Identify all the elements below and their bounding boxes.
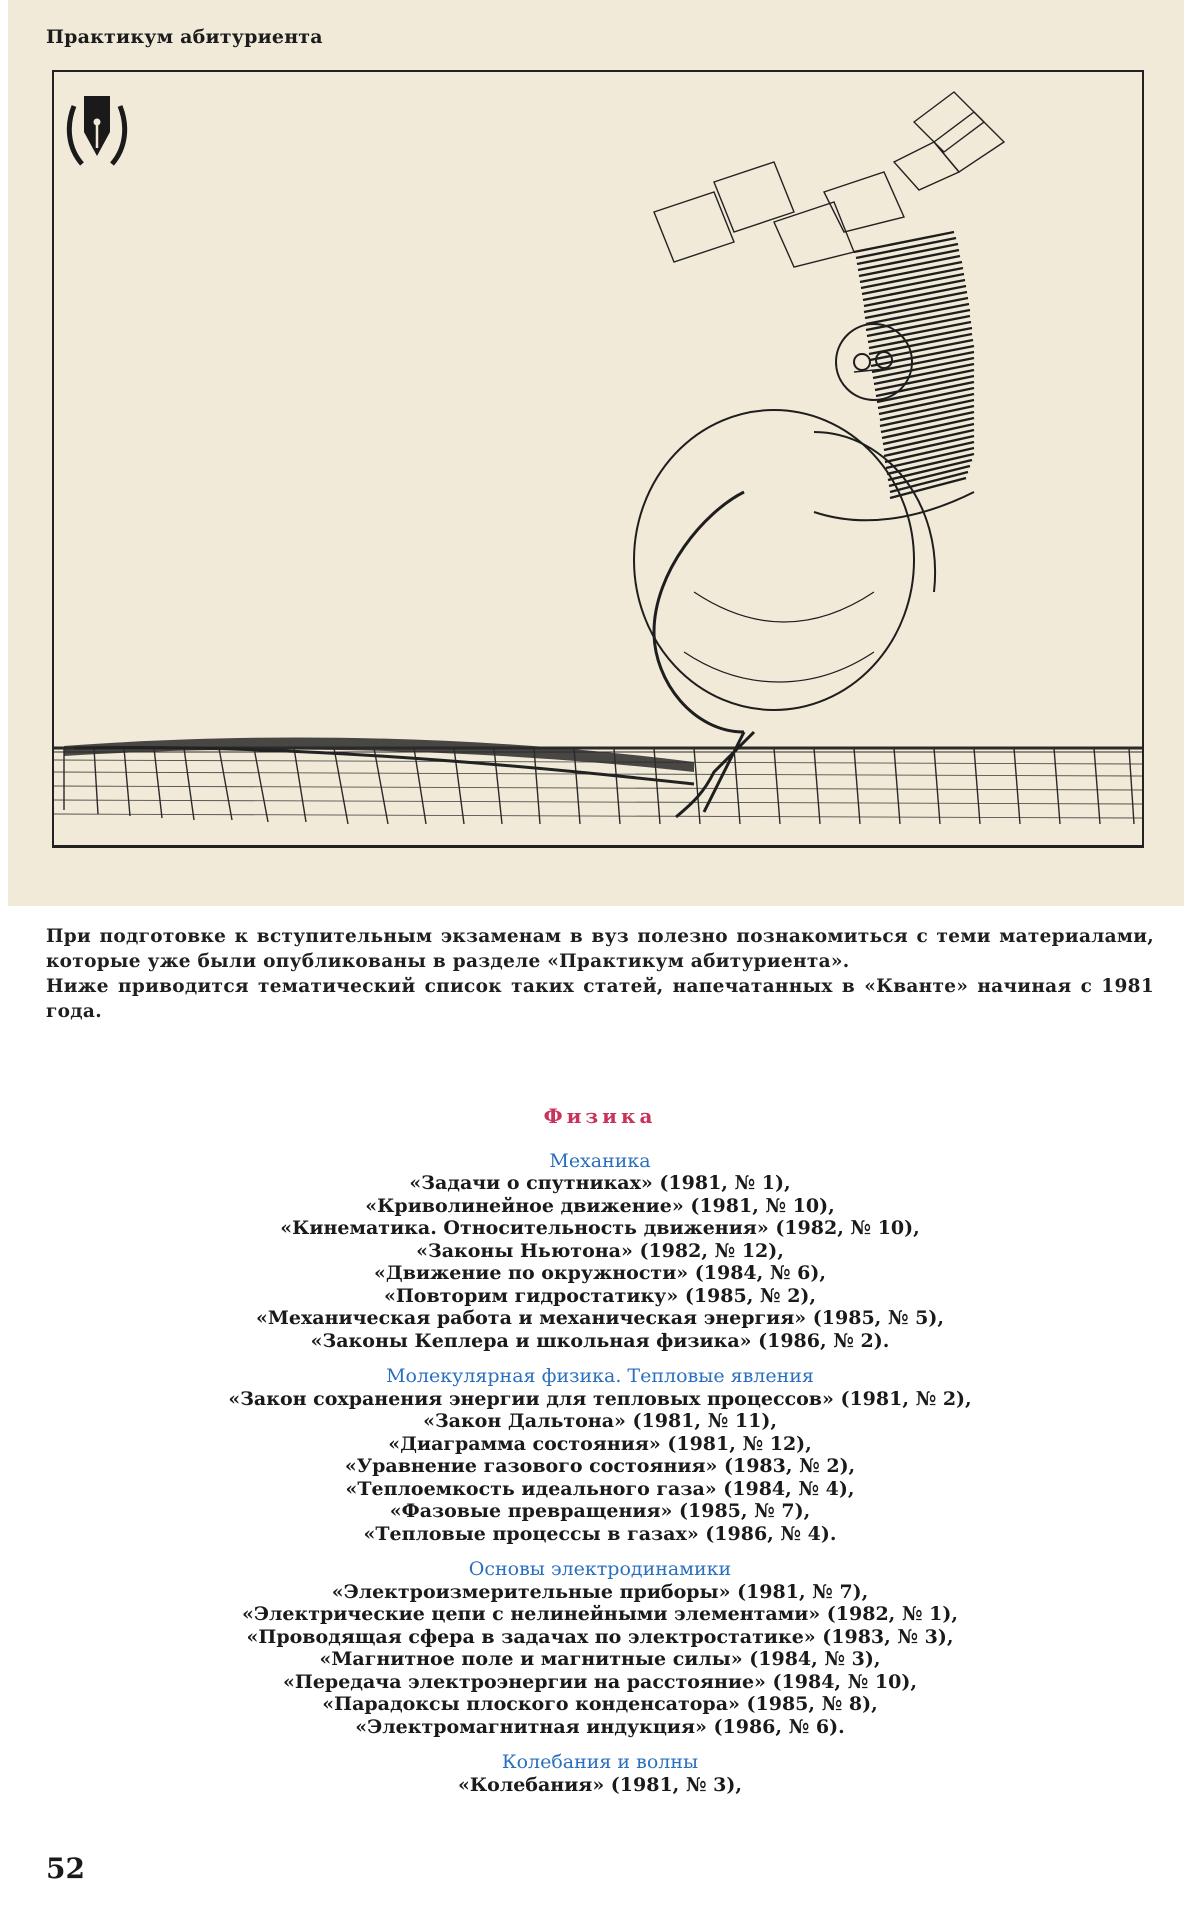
toc-section-title: Основы электродинамики <box>468 1558 732 1580</box>
toc-item: «Передача электроэнергии на расстояние» (1984, № 10), <box>283 1670 917 1693</box>
book-stack-column <box>854 232 974 498</box>
article-list <box>46 1105 1154 1809</box>
toc-item: «Колебания» (1981, № 3), <box>457 1773 743 1796</box>
toc-item: «Электромагнитная индукция» (1986, № 6). <box>355 1715 845 1738</box>
toc-section-title: Механика <box>549 1149 651 1172</box>
toc-section-oscillations <box>46 1751 1154 1796</box>
pen-nib-wreath-icon <box>66 86 128 172</box>
toc-section-mechanics <box>46 1150 1154 1353</box>
toc-item: «Диаграмма состояния» (1981, № 12), <box>388 1432 812 1455</box>
toc-item: «Закон Дальтона» (1981, № 11), <box>423 1410 777 1432</box>
toc-section-title: Колебания и волны <box>501 1751 699 1773</box>
book-stack <box>654 92 1004 267</box>
toc-item: «Механическая работа и механическая энергия» (1985, № 5), <box>255 1307 944 1329</box>
toc-title: Физика <box>543 1104 657 1128</box>
section-label: Практикум абитуриента <box>46 26 323 48</box>
toc-item: «Криволинейное движение» (1981, № 10), <box>365 1194 835 1217</box>
intro-paragraph-2: Ниже приводится тематический список таких статей, напечатанных в «Кванте» начиная с 1981 года. <box>46 976 1154 1022</box>
intro-paragraph-1: При подготовке к вступительным экзаменам в вуз полезно познакомиться с теми материалами, которые уже были опубликованы в разделе «Практикум абитуриента». <box>46 926 1154 972</box>
toc-section-electrodynamics <box>46 1558 1154 1738</box>
toc-item: «Движение по окружности» (1984, № 6), <box>374 1262 826 1284</box>
toc-item: «Задачи о спутниках» (1981, № 1), <box>409 1172 791 1194</box>
running-student-carrying-books-illustration <box>54 72 1142 845</box>
toc-item: «Проводящая сфера в задачах по электростатике» (1983, № 3), <box>246 1625 954 1648</box>
toc-item: «Законы Ньютона» (1982, № 12), <box>416 1239 784 1262</box>
toc-item: «Фазовые превращения» (1985, № 7), <box>389 1500 811 1522</box>
illustration-frame <box>52 70 1144 848</box>
toc-item: «Уравнение газового состояния» (1983, № 2), <box>344 1455 856 1477</box>
toc-item: «Парадоксы плоского конденсатора» (1985, № 8), <box>322 1693 878 1715</box>
toc-item: «Электрические цепи с нелинейными элементами» (1982, № 1), <box>242 1603 958 1625</box>
toc-item: «Закон сохранения энергии для тепловых процессов» (1981, № 2), <box>228 1387 972 1410</box>
toc-item: «Кинематика. Относительность движения» (1982, № 10), <box>280 1217 920 1239</box>
toc-section-title: Молекулярная физика. Тепловые явления <box>386 1365 814 1387</box>
toc-item: «Теплоемкость идеального газа» (1984, № 4), <box>345 1477 855 1500</box>
toc-item: «Электроизмерительные приборы» (1981, № 7), <box>331 1580 869 1603</box>
intro-text <box>46 924 1154 1024</box>
toc-item: «Законы Кеплера и школьная физика» (1986, № 2). <box>310 1329 890 1352</box>
toc-item: «Повторим гидростатику» (1985, № 2), <box>383 1284 817 1307</box>
page-number: 52 <box>46 1852 85 1885</box>
toc-item: «Магнитное поле и магнитные силы» (1984, № 3), <box>319 1648 881 1670</box>
toc-item: «Тепловые процессы в газах» (1986, № 4). <box>363 1522 837 1545</box>
toc-section-molecular-physics <box>46 1365 1154 1545</box>
